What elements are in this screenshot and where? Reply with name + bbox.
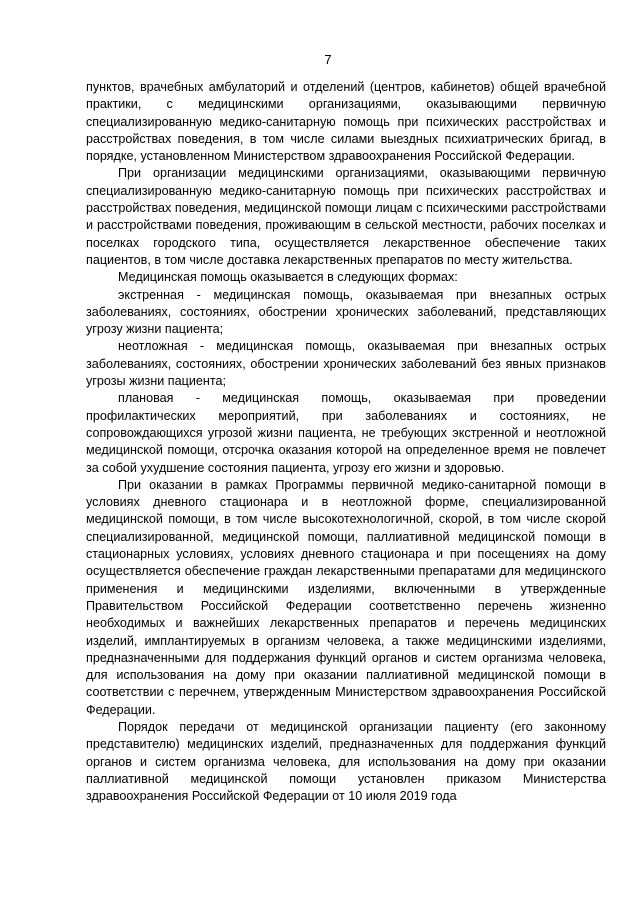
paragraph-device-transfer: Порядок передачи от медицинской организации пациенту (его законному представителю) медицинских изделий, предназначенных для поддержания функций органов и систем организма человека, для использования на дому при оказании паллиативной медицинской помощи установлен приказом Министерства здравоохранения Российской Федерации от 10 июля 2019 года	[86, 719, 606, 804]
paragraph-form-emergency: экстренная - медицинская помощь, оказываемая при внезапных острых заболеваниях, состояниях, обострении хронических заболеваний, представляющих угрозу жизни пациента;	[86, 287, 606, 337]
paragraph-form-planned: плановая - медицинская помощь, оказываемая при проведении профилактических мероприятий, при заболеваниях и состояниях, не сопровождающихся угрозой жизни пациента, не требующих экстренной и неотложной медицинской помощи, отсрочка оказания которой на определенное время не повлечет за собой ухудшение состояния пациента, угрозу его жизни и здоровью.	[86, 391, 606, 475]
document-body	[86, 79, 606, 805]
page-number: 7	[324, 52, 332, 67]
paragraph-continuation: пунктов, врачебных амбулаторий и отделений (центров, кабинетов) общей врачебной практики, с медицинскими организациями, оказывающими первичную специализированную медико-санитарную помощь при психических расстройствах и расстройствах поведения, в том числе силами выездных психиатрических бригад, в порядке, установленном Министерством здравоохранения Российской Федерации.	[86, 80, 606, 164]
paragraph-rural-supply: При организации медицинскими организациями, оказывающими первичную специализированную медико-санитарную помощь при психических расстройствах и расстройствах поведения, медицинской помощи лицам с психическими расстройствами и расстройствами поведения, проживающим в сельской местности, рабочих поселках и поселках городского типа, осуществляется лекарственное обеспечение таких пациентов, в том числе доставка лекарственных препаратов по месту жительства.	[86, 166, 606, 267]
paragraph-form-urgent: неотложная - медицинская помощь, оказываемая при внезапных острых заболеваниях, состояниях, обострении хронических заболеваний без явных признаков угрозы жизни пациента;	[86, 339, 606, 389]
paragraph-drug-provision: При оказании в рамках Программы первичной медико-санитарной помощи в условиях дневного стационара и в неотложной форме, специализированной медицинской помощи, в том числе высокотехнологичной, скорой, в том числе скорой специализированной, медицинской помощи, паллиативной медицинской помощи в стационарных условиях, условиях дневного стационара и при посещениях на дому осуществляется обеспечение граждан лекарственными препаратами для медицинского применения и медицинскими изделиями, включенными в утвержденные Правительством Российской Федерации соответственно перечень жизненно необходимых и важнейших лекарственных препаратов и перечень медицинских изделий, имплантируемых в организм человека, а также медицинскими изделиями, предназначенными для поддержания функций органов и систем организма человека, для использования на дому при оказании паллиативной медицинской помощи в соответствии с перечнем, утвержденным Министерством здравоохранения Российской Федерации.	[86, 477, 606, 717]
paragraph-forms-intro: Медицинская помощь оказывается в следующих формах:	[118, 270, 458, 285]
